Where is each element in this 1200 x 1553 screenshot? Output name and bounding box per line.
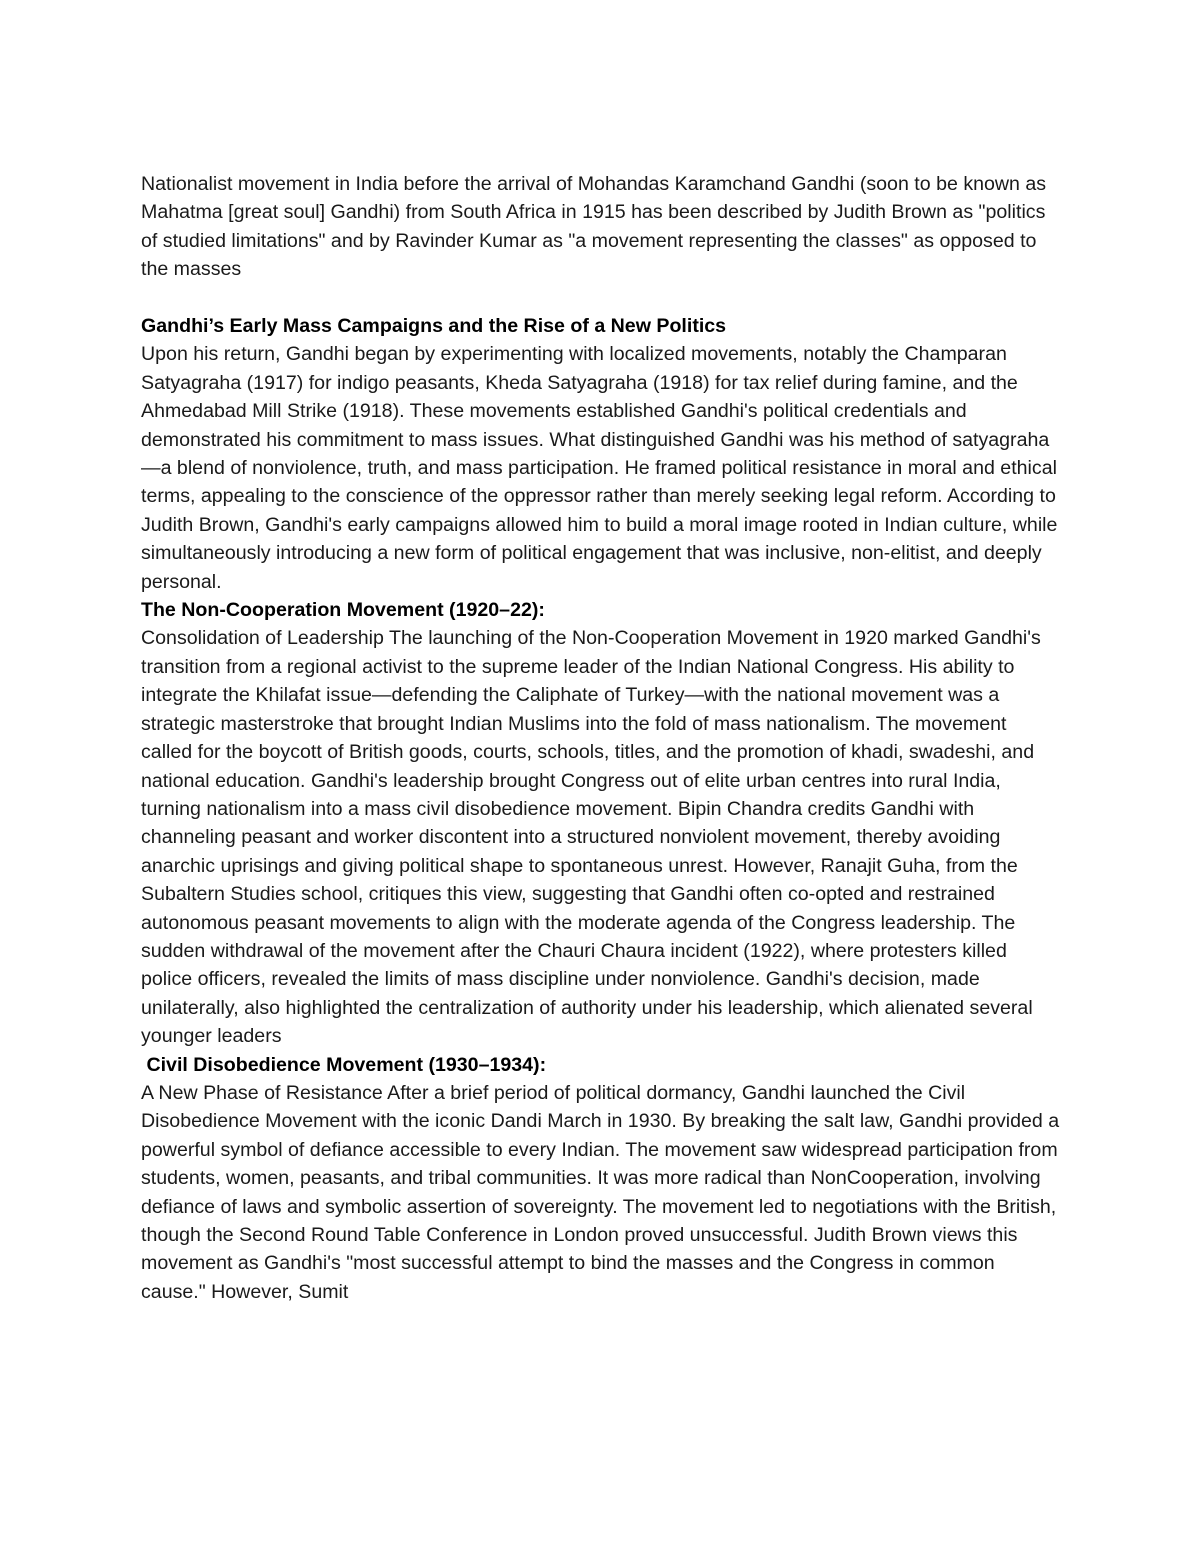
section-heading-early-campaigns: Gandhi’s Early Mass Campaigns and the Rise of a New Politics [141, 315, 727, 338]
section-body-non-cooperation: Consolidation of Leadership The launching of the Non-Cooperation Movement in 1920 marked Gandhi's transition from a regional activist to the supreme leader of the Indian National Congress. His ability to integrate the Khilafat issue—defending the Caliphate of Turkey—with the national movement was a strategic masterstroke that brought Indian Muslims into the fold of mass nationalism. The movement called for the boycott of British goods, courts, schools, titles, and the promotion of khadi, swadeshi, and national education. Gandhi's leadership brought Congress out of elite urban centres into rural India, turning nationalism into a mass civil disobedience movement. Bipin Chandra credits Gandhi with channeling peasant and worker discontent into a structured nonviolent movement, thereby avoiding anarchic uprisings and giving political shape to spontaneous unrest. However, Ranajit Guha, from the Subaltern Studies school, critiques this view, suggesting that Gandhi often co-opted and restrained autonomous peasant movements to align with the moderate agenda of the Congress leadership. The sudden withdrawal of the movement after the Chauri Chaura incident (1922), where protesters killed police officers, revealed the limits of mass discipline under nonviolence. Gandhi's decision, made unilaterally, also highlighted the centralization of authority under his leadership, which alienated several younger leaders [141, 627, 1041, 1048]
intro-paragraph: Nationalist movement in India before the arrival of Mohandas Karamchand Gandhi (soon to be known as Mahatma [great soul] Gandhi) from South Africa in 1915 has been described by Judith Brown as "politics of studied limitations" and by Ravinder Kumar as "a movement representing the classes" as opposed to the masses [141, 173, 1047, 281]
document-page [141, 170, 1061, 1306]
section-body-civil-disobedience: A New Phase of Resistance After a brief period of political dormancy, Gandhi launched the Civil Disobedience Movement with the iconic Dandi March in 1930. By breaking the salt law, Gandhi provided a powerful symbol of defiance accessible to every Indian. The movement saw widespread participation from students, women, peasants, and tribal communities. It was more radical than NonCooperation, involving defiance of laws and symbolic assertion of sovereignty. The movement led to negotiations with the British, though the Second Round Table Conference in London proved unsuccessful. Judith Brown views this movement as Gandhi's "most successful attempt to bind the masses and the Congress in common cause." However, Sumit [141, 1081, 1060, 1303]
section-heading-civil-disobedience: Civil Disobedience Movement (1930–1934): [141, 1053, 547, 1076]
section-heading-non-cooperation: The Non-Cooperation Movement (1920–22): [141, 599, 545, 622]
paragraph-gap [141, 284, 1061, 312]
section-body-early-campaigns: Upon his return, Gandhi began by experimenting with localized movements, notably the Champaran Satyagraha (1917) for indigo peasants, Kheda Satyagraha (1918) for tax relief during famine, and the Ahmedabad Mill Strike (1918). These movements established Gandhi's political credentials and demonstrated his commitment to mass issues. What distinguished Gandhi was his method of satyagraha—a blend of nonviolence, truth, and mass participation. He framed political resistance in moral and ethical terms, appealing to the conscience of the oppressor rather than merely seeking legal reform. According to Judith Brown, Gandhi's early campaigns allowed him to build a moral image rooted in Indian culture, while simultaneously introducing a new form of political engagement that was inclusive, non-elitist, and deeply personal. [141, 343, 1058, 593]
